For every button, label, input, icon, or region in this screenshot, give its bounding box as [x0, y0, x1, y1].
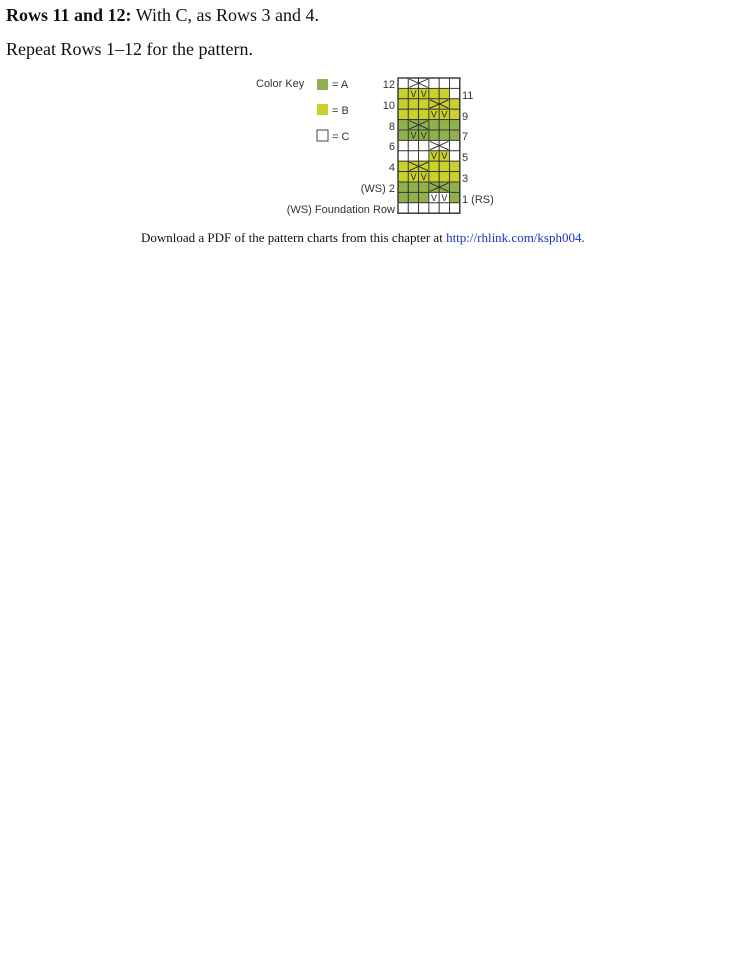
stitch-cell: [398, 109, 408, 119]
stitch-cell: [398, 203, 408, 213]
caption-end: .: [581, 230, 585, 245]
stitch-cell: [439, 120, 449, 130]
slip-stitch-symbol: V: [441, 109, 448, 120]
stitch-cell: [398, 140, 408, 150]
row-label-7: 7: [462, 131, 469, 143]
stitch-cell: [439, 88, 449, 98]
rows-11-12-paragraph: [6, 5, 319, 26]
stitch-cell: [439, 78, 449, 88]
stitch-cell: [419, 99, 429, 109]
row-label-9: 9: [462, 111, 469, 123]
slip-stitch-symbol: V: [410, 88, 417, 99]
row-label-3: 3: [462, 173, 469, 185]
stitch-cell: [398, 88, 408, 98]
stitch-cell: [439, 203, 449, 213]
stitch-cell: [439, 130, 449, 140]
stitch-cell: [398, 172, 408, 182]
stitch-cell: [408, 151, 418, 161]
stitch-cell: [429, 172, 439, 182]
knitting-chart-figure: [253, 76, 498, 218]
stitch-cell: [398, 151, 408, 161]
stitch-cell: [450, 182, 460, 192]
key-swatch-c: [317, 130, 328, 141]
stitch-cell: [398, 78, 408, 88]
stitch-cell: [419, 182, 429, 192]
stitch-cell: [429, 161, 439, 171]
row-label-10: 10: [382, 100, 395, 112]
download-caption: [141, 230, 585, 246]
stitch-cell: [398, 120, 408, 130]
stitch-cell: [439, 172, 449, 182]
slip-stitch-symbol: V: [441, 151, 448, 162]
row-label-ws-2: (WS) 2: [360, 183, 395, 195]
rows-11-12-label: Rows 11 and 12:: [6, 5, 132, 25]
rows-11-12-text: With C, as Rows 3 and 4.: [131, 5, 319, 25]
row-label-8: 8: [388, 121, 395, 133]
stitch-cell: [429, 130, 439, 140]
stitch-cell: [439, 161, 449, 171]
stitch-cell: [450, 130, 460, 140]
stitch-cell: [408, 140, 418, 150]
stitch-cell: [398, 192, 408, 202]
stitch-cell: [419, 151, 429, 161]
key-swatch-a: [317, 79, 328, 90]
stitch-cell: [450, 99, 460, 109]
caption-text: Download a PDF of the pattern charts from this chapter at: [141, 230, 447, 245]
stitch-cell: [398, 99, 408, 109]
stitch-cell: [429, 78, 439, 88]
row-label-11: 11: [462, 90, 474, 102]
repeat-paragraph: Repeat Rows 1–12 for the pattern.: [6, 39, 253, 59]
stitch-cell: [408, 192, 418, 202]
row-label-foundation: (WS) Foundation Row: [286, 204, 395, 216]
row-label-5: 5: [462, 152, 469, 164]
stitch-cell: [429, 203, 439, 213]
stitch-cell: [419, 192, 429, 202]
slip-stitch-symbol: V: [410, 130, 417, 141]
stitch-cell: [398, 182, 408, 192]
stitch-cell: [450, 172, 460, 182]
slip-stitch-symbol: V: [431, 151, 438, 162]
stitch-cell: [450, 140, 460, 150]
slip-stitch-symbol: V: [441, 192, 448, 203]
stitch-cell: [408, 99, 418, 109]
slip-stitch-symbol: V: [410, 172, 417, 182]
pattern-pdf-link[interactable]: http://rhlink.com/ksph004: [446, 230, 582, 245]
key-label-a: = A: [332, 79, 349, 91]
row-label-1-rs: 1 (RS): [462, 194, 494, 206]
key-label-c: = C: [332, 131, 350, 143]
key-swatch-b: [317, 104, 328, 115]
row-label-6: 6: [388, 141, 395, 153]
stitch-cell: [419, 140, 429, 150]
slip-stitch-symbol: V: [431, 192, 438, 203]
stitch-cell: [450, 192, 460, 202]
key-label-b: = B: [332, 105, 349, 117]
stitch-cell: [398, 161, 408, 171]
slip-stitch-symbol: V: [420, 88, 427, 99]
stitch-cell: [450, 78, 460, 88]
stitch-cell: [450, 88, 460, 98]
row-label-4: 4: [388, 162, 395, 174]
color-key-label: Color Key: [256, 78, 305, 90]
stitch-cell: [450, 120, 460, 130]
stitch-cell: [450, 151, 460, 161]
stitch-cell: [408, 203, 418, 213]
stitch-cell: [408, 109, 418, 119]
stitch-cell: [429, 120, 439, 130]
stitch-cell: [419, 109, 429, 119]
slip-stitch-symbol: V: [431, 109, 438, 120]
row-label-12: 12: [382, 79, 395, 91]
stitch-cell: [419, 203, 429, 213]
stitch-cell: [450, 161, 460, 171]
slip-stitch-symbol: V: [420, 172, 427, 182]
stitch-cell: [408, 182, 418, 192]
slip-stitch-symbol: V: [420, 130, 427, 141]
stitch-cell: [450, 109, 460, 119]
stitch-grid: [398, 78, 460, 213]
stitch-cell: [398, 130, 408, 140]
stitch-cell: [429, 88, 439, 98]
stitch-cell: [450, 203, 460, 213]
